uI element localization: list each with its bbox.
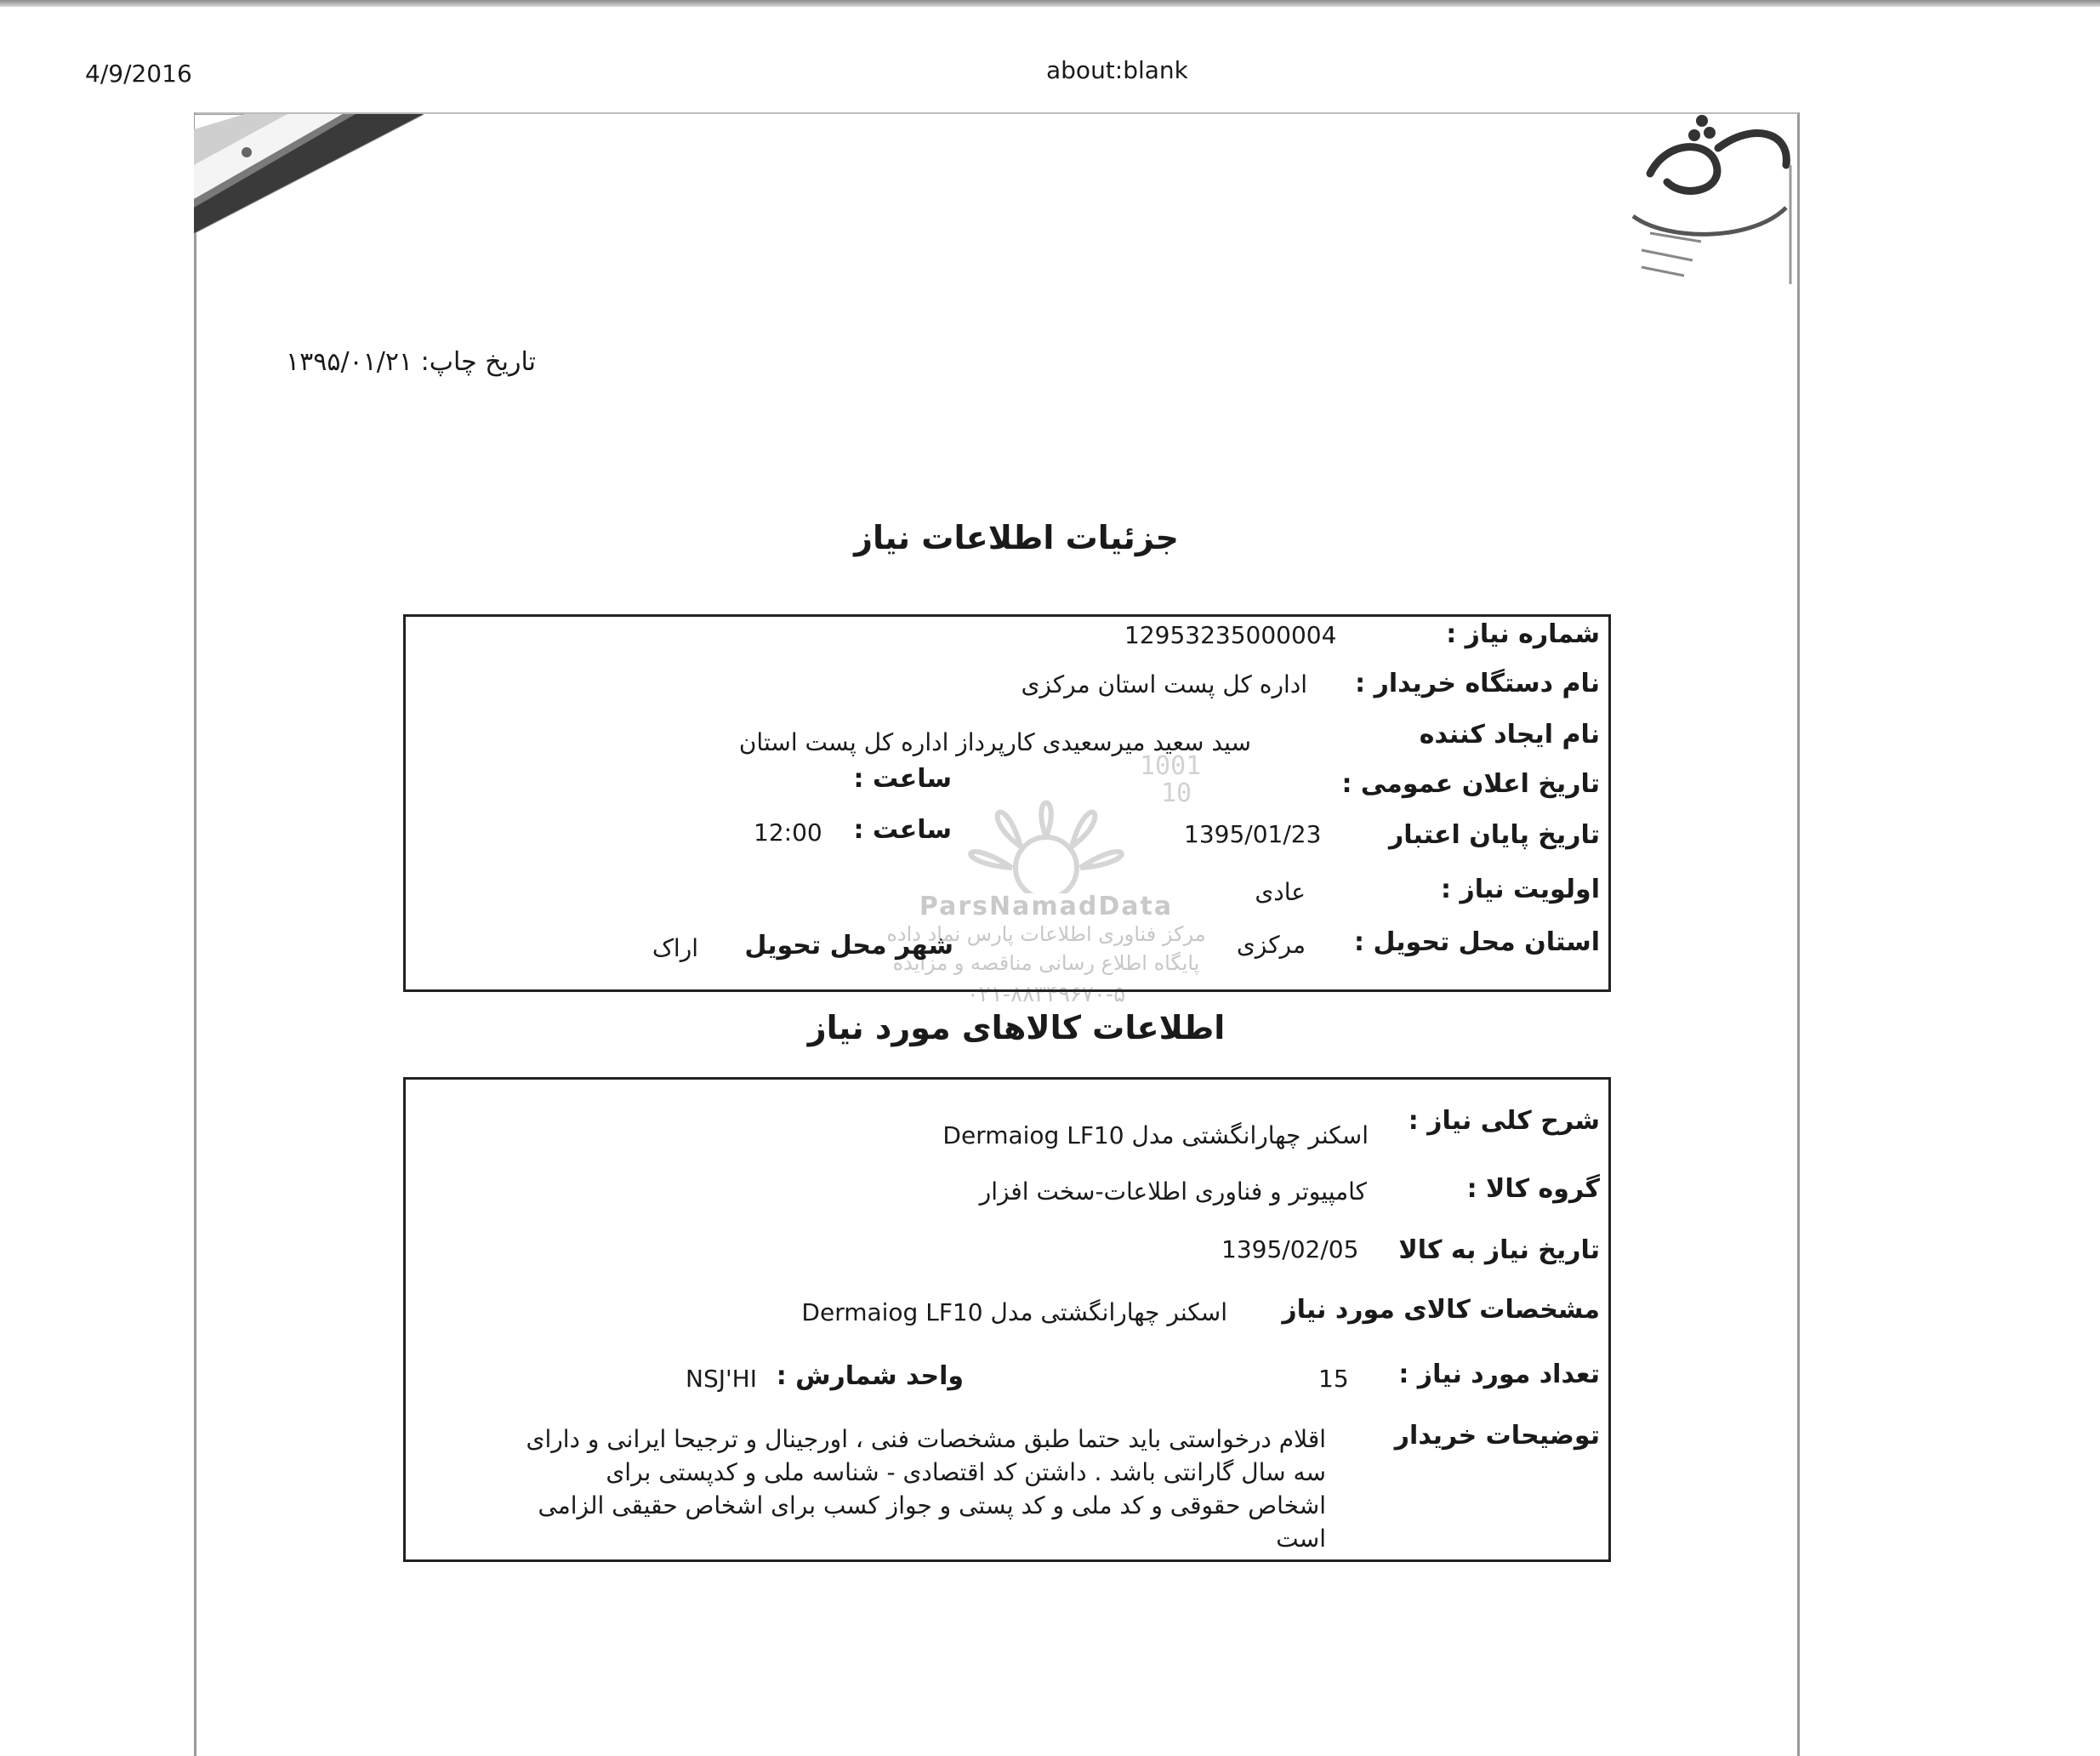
buyer-notes-line: سه سال گارانتی باشد . داشتن کد اقتصادی - شناسه ملی و کدپستی برای [606, 1458, 1326, 1486]
city-value: اراک [652, 934, 698, 962]
creator-label: نام ایجاد کننده [1419, 720, 1600, 750]
browser-print-url: about:blank [1046, 56, 1188, 84]
buyer-notes [399, 1422, 1326, 1555]
spec-value: اسکنر چهارانگشتی مدل Dermaiog LF10 [801, 1298, 1227, 1326]
summary-value: اسکنر چهارانگشتی مدل Dermaiog LF10 [942, 1121, 1369, 1149]
announce-time-label: ساعت : [853, 764, 952, 794]
iran-flag-ribbon-icon [194, 114, 424, 233]
quantity-value: 15 [1318, 1365, 1349, 1393]
goods-group-label: گروه کالا : [1466, 1174, 1600, 1204]
watermark-line2: پایگاه اطلاع رسانی مناقصه و مزایده [892, 951, 1200, 975]
summary-label: شرح کلی نیاز : [1408, 1106, 1600, 1136]
need-date-label: تاریخ نیاز به کالا [1398, 1235, 1600, 1265]
top-border [0, 0, 2100, 7]
watermark-line1: مرکز فناوری اطلاعات پارس نماد داده [886, 922, 1206, 946]
buyer-notes-line: است [1276, 1525, 1326, 1553]
creator-value: سید سعید میرسعیدی کارپرداز اداره کل پست استان [738, 728, 1251, 756]
expiry-date-value: 1395/01/23 [1184, 820, 1322, 848]
buyer-notes-line: اقلام درخواستی باید حتما طبق مشخصات فنی ، اورجینال و ترجیحا ایرانی و دارای [526, 1425, 1326, 1453]
priority-value: عادی [1255, 878, 1306, 906]
unit-label: واحد شمارش : [776, 1361, 964, 1391]
section-title-need-details: جزئیات اطلاعات نیاز [854, 519, 1179, 556]
print-date-label: تاریخ چاپ: [420, 347, 536, 377]
spec-label: مشخصات کالای مورد نیاز [1282, 1295, 1600, 1325]
need-number-value: 12953235000004 [1124, 621, 1337, 649]
watermark-brand: ParsNamadData [919, 892, 1174, 921]
expiry-time-value: 12:00 [754, 818, 822, 847]
buyer-value: اداره کل پست استان مرکزی [1021, 670, 1307, 698]
browser-print-date: 4/9/2016 [85, 60, 192, 88]
priority-label: اولویت نیاز : [1441, 875, 1600, 904]
svg-text:10: 10 [1161, 778, 1192, 808]
need-date-value: 1395/02/05 [1221, 1235, 1359, 1263]
goods-group-value: کامپیوتر و فناوری اطلاعات-سخت افزار [979, 1177, 1367, 1206]
print-date-value: ۱۳۹۵/۰۱/۲۱ [286, 347, 413, 377]
buyer-label: نام دستگاه خریدار : [1355, 669, 1600, 698]
setad-logo-icon [1616, 114, 1795, 284]
quantity-label: تعداد مورد نیاز : [1398, 1360, 1600, 1389]
svg-text:1001: 1001 [1140, 751, 1202, 781]
announce-date-label: تاریخ اعلان عمومی : [1341, 769, 1600, 799]
print-date [286, 347, 558, 377]
unit-value: NSJ'HI [686, 1365, 757, 1393]
section-title-goods-info: اطلاعات کالاهای مورد نیاز [807, 1009, 1226, 1046]
expiry-time-label: ساعت : [853, 815, 952, 845]
need-number-label: شماره نیاز : [1446, 619, 1600, 649]
watermark-phone: ۰۲۱-۸۸۳۴۹۶۷۰-۵ [966, 982, 1126, 1007]
province-label: استان محل تحویل : [1354, 927, 1600, 957]
buyer-notes-line: اشخاص حقوقی و کد ملی و کد پستی و جواز کسب برای اشخاص حقیقی الزامی [538, 1491, 1326, 1519]
expiry-date-label: تاریخ پایان اعتبار [1388, 820, 1600, 850]
city-label: شهر محل تحویل [744, 931, 953, 961]
buyer-notes-label: توضیحات خریدار [1394, 1421, 1600, 1451]
province-value: مرکزی [1236, 931, 1306, 959]
